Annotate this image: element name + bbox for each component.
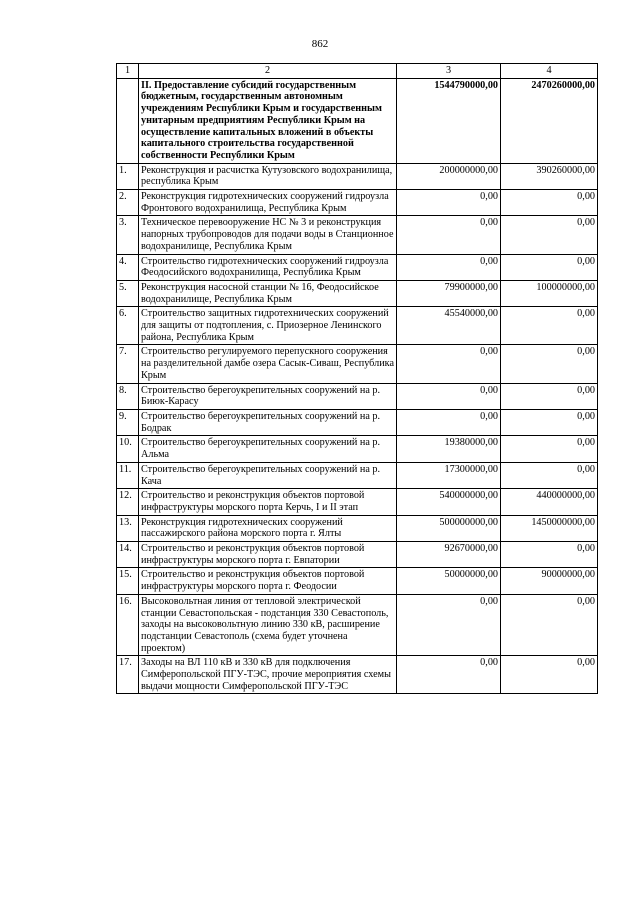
header-cell-1: 1	[117, 64, 139, 79]
row-value-col4: 100000000,00	[501, 280, 598, 306]
row-name: Строительство берегоукрепительных сооружений на р. Бодрак	[139, 409, 397, 435]
row-number: 13.	[117, 515, 139, 541]
table-row	[117, 542, 598, 568]
row-value-col4: 0,00	[501, 307, 598, 345]
row-value-col3: 0,00	[397, 216, 501, 254]
row-value-col3: 0,00	[397, 594, 501, 656]
table-row	[117, 409, 598, 435]
section-title: II. Предоставление субсидий государственным бюджетным, государственным автономным учреждениям Республики Крым и государственным унитарным предприятиям Республики Крым на осуществление капитальных вложений в объекты капитального строительства государственной собственности Республики Крым	[139, 78, 397, 163]
row-name: Строительство берегоукрепительных сооружений на р. Альма	[139, 436, 397, 462]
row-value-col3: 0,00	[397, 409, 501, 435]
table-row	[117, 163, 598, 189]
row-name: Реконструкция насосной станции № 16, Феодосийское водохранилище, Республика Крым	[139, 280, 397, 306]
table-row	[117, 462, 598, 488]
row-name: Реконструкция и расчистка Кутузовского водохранилища, республика Крым	[139, 163, 397, 189]
table-row	[117, 280, 598, 306]
table-row	[117, 436, 598, 462]
row-number: 15.	[117, 568, 139, 594]
row-name: Строительство и реконструкция объектов портовой инфраструктуры морского порта г. Феодосии	[139, 568, 397, 594]
row-value-col4: 0,00	[501, 254, 598, 280]
row-value-col3: 500000000,00	[397, 515, 501, 541]
table-row	[117, 190, 598, 216]
row-name: Высоковольтная линия от тепловой электрической станции Севастопольская - подстанция 330 Севастополь, заходы на высоковольтную линию 330 кВ, расширение подстанции Севастополь (схема будет уточнена проектом)	[139, 594, 397, 656]
row-number: 2.	[117, 190, 139, 216]
row-value-col3: 0,00	[397, 656, 501, 694]
table-row	[117, 568, 598, 594]
row-value-col3: 45540000,00	[397, 307, 501, 345]
row-number: 16.	[117, 594, 139, 656]
row-value-col4: 0,00	[501, 542, 598, 568]
row-value-col3: 50000000,00	[397, 568, 501, 594]
row-value-col4: 0,00	[501, 216, 598, 254]
table-row	[117, 515, 598, 541]
row-name: Строительство берегоукрепительных сооружений на р. Кача	[139, 462, 397, 488]
row-value-col3: 17300000,00	[397, 462, 501, 488]
row-number: 14.	[117, 542, 139, 568]
row-number: 5.	[117, 280, 139, 306]
section-total-col4: 2470260000,00	[501, 78, 598, 163]
row-name: Строительство регулируемого перепускного сооружения на разделительной дамбе озера Сасык-Сиваш, Республика Крым	[139, 345, 397, 383]
row-value-col4: 0,00	[501, 345, 598, 383]
row-number: 10.	[117, 436, 139, 462]
row-value-col4: 0,00	[501, 656, 598, 694]
row-name: Техническое перевооружение НС № 3 и реконструкция напорных трубопроводов для подачи воды в Станционное водохранилище, Республика Крым	[139, 216, 397, 254]
table-row	[117, 216, 598, 254]
row-value-col3: 92670000,00	[397, 542, 501, 568]
row-name: Строительство защитных гидротехнических сооружений для защиты от подтопления, с. Приозерное Ленинского района, Республика Крым	[139, 307, 397, 345]
row-value-col4: 0,00	[501, 462, 598, 488]
header-cell-4: 4	[501, 64, 598, 79]
row-number: 12.	[117, 489, 139, 515]
row-value-col4: 90000000,00	[501, 568, 598, 594]
row-number: 3.	[117, 216, 139, 254]
row-value-col3: 0,00	[397, 190, 501, 216]
row-value-col3: 200000000,00	[397, 163, 501, 189]
row-number: 9.	[117, 409, 139, 435]
row-value-col4: 0,00	[501, 594, 598, 656]
table-row	[117, 345, 598, 383]
row-name: Реконструкция гидротехнических сооружений гидроузла Фронтового водохранилища, Республика Крым	[139, 190, 397, 216]
header-cell-2: 2	[139, 64, 397, 79]
row-value-col4: 390260000,00	[501, 163, 598, 189]
row-value-col4: 440000000,00	[501, 489, 598, 515]
budget-table	[116, 63, 598, 694]
row-value-col3: 540000000,00	[397, 489, 501, 515]
header-row	[117, 64, 598, 79]
row-value-col3: 19380000,00	[397, 436, 501, 462]
row-name: Строительство берегоукрепительных сооружений на р. Биюк-Карасу	[139, 383, 397, 409]
row-number: 1.	[117, 163, 139, 189]
row-name: Строительство и реконструкция объектов портовой инфраструктуры морского порта г. Евпатории	[139, 542, 397, 568]
row-value-col4: 0,00	[501, 436, 598, 462]
section-total-col3: 1544790000,00	[397, 78, 501, 163]
section-num-cell	[117, 78, 139, 163]
row-value-col3: 0,00	[397, 345, 501, 383]
table-row	[117, 254, 598, 280]
section-row	[117, 78, 598, 163]
row-value-col3: 0,00	[397, 254, 501, 280]
row-value-col4: 0,00	[501, 383, 598, 409]
row-name: Заходы на ВЛ 110 кВ и 330 кВ для подключения Симферопольской ПГУ-ТЭС, прочие мероприятия схемы выдачи мощности Симферопольской ПГУ-ТЭС	[139, 656, 397, 694]
row-name: Строительство гидротехнических сооружений гидроузла Феодосийского водохранилища, Республика Крым	[139, 254, 397, 280]
table-row	[117, 383, 598, 409]
row-number: 4.	[117, 254, 139, 280]
row-number: 6.	[117, 307, 139, 345]
row-value-col4: 0,00	[501, 190, 598, 216]
table-row	[117, 307, 598, 345]
row-name: Строительство и реконструкция объектов портовой инфраструктуры морского порта Керчь, I и II этап	[139, 489, 397, 515]
row-name: Реконструкция гидротехнических сооружений пассажирского района морского порта г. Ялты	[139, 515, 397, 541]
row-number: 7.	[117, 345, 139, 383]
row-number: 8.	[117, 383, 139, 409]
row-value-col4: 0,00	[501, 409, 598, 435]
page-number: 862	[311, 38, 329, 50]
row-value-col3: 79900000,00	[397, 280, 501, 306]
table-row	[117, 656, 598, 694]
table-row	[117, 594, 598, 656]
row-value-col3: 0,00	[397, 383, 501, 409]
row-number: 11.	[117, 462, 139, 488]
table-row	[117, 489, 598, 515]
row-value-col4: 1450000000,00	[501, 515, 598, 541]
row-number: 17.	[117, 656, 139, 694]
header-cell-3: 3	[397, 64, 501, 79]
